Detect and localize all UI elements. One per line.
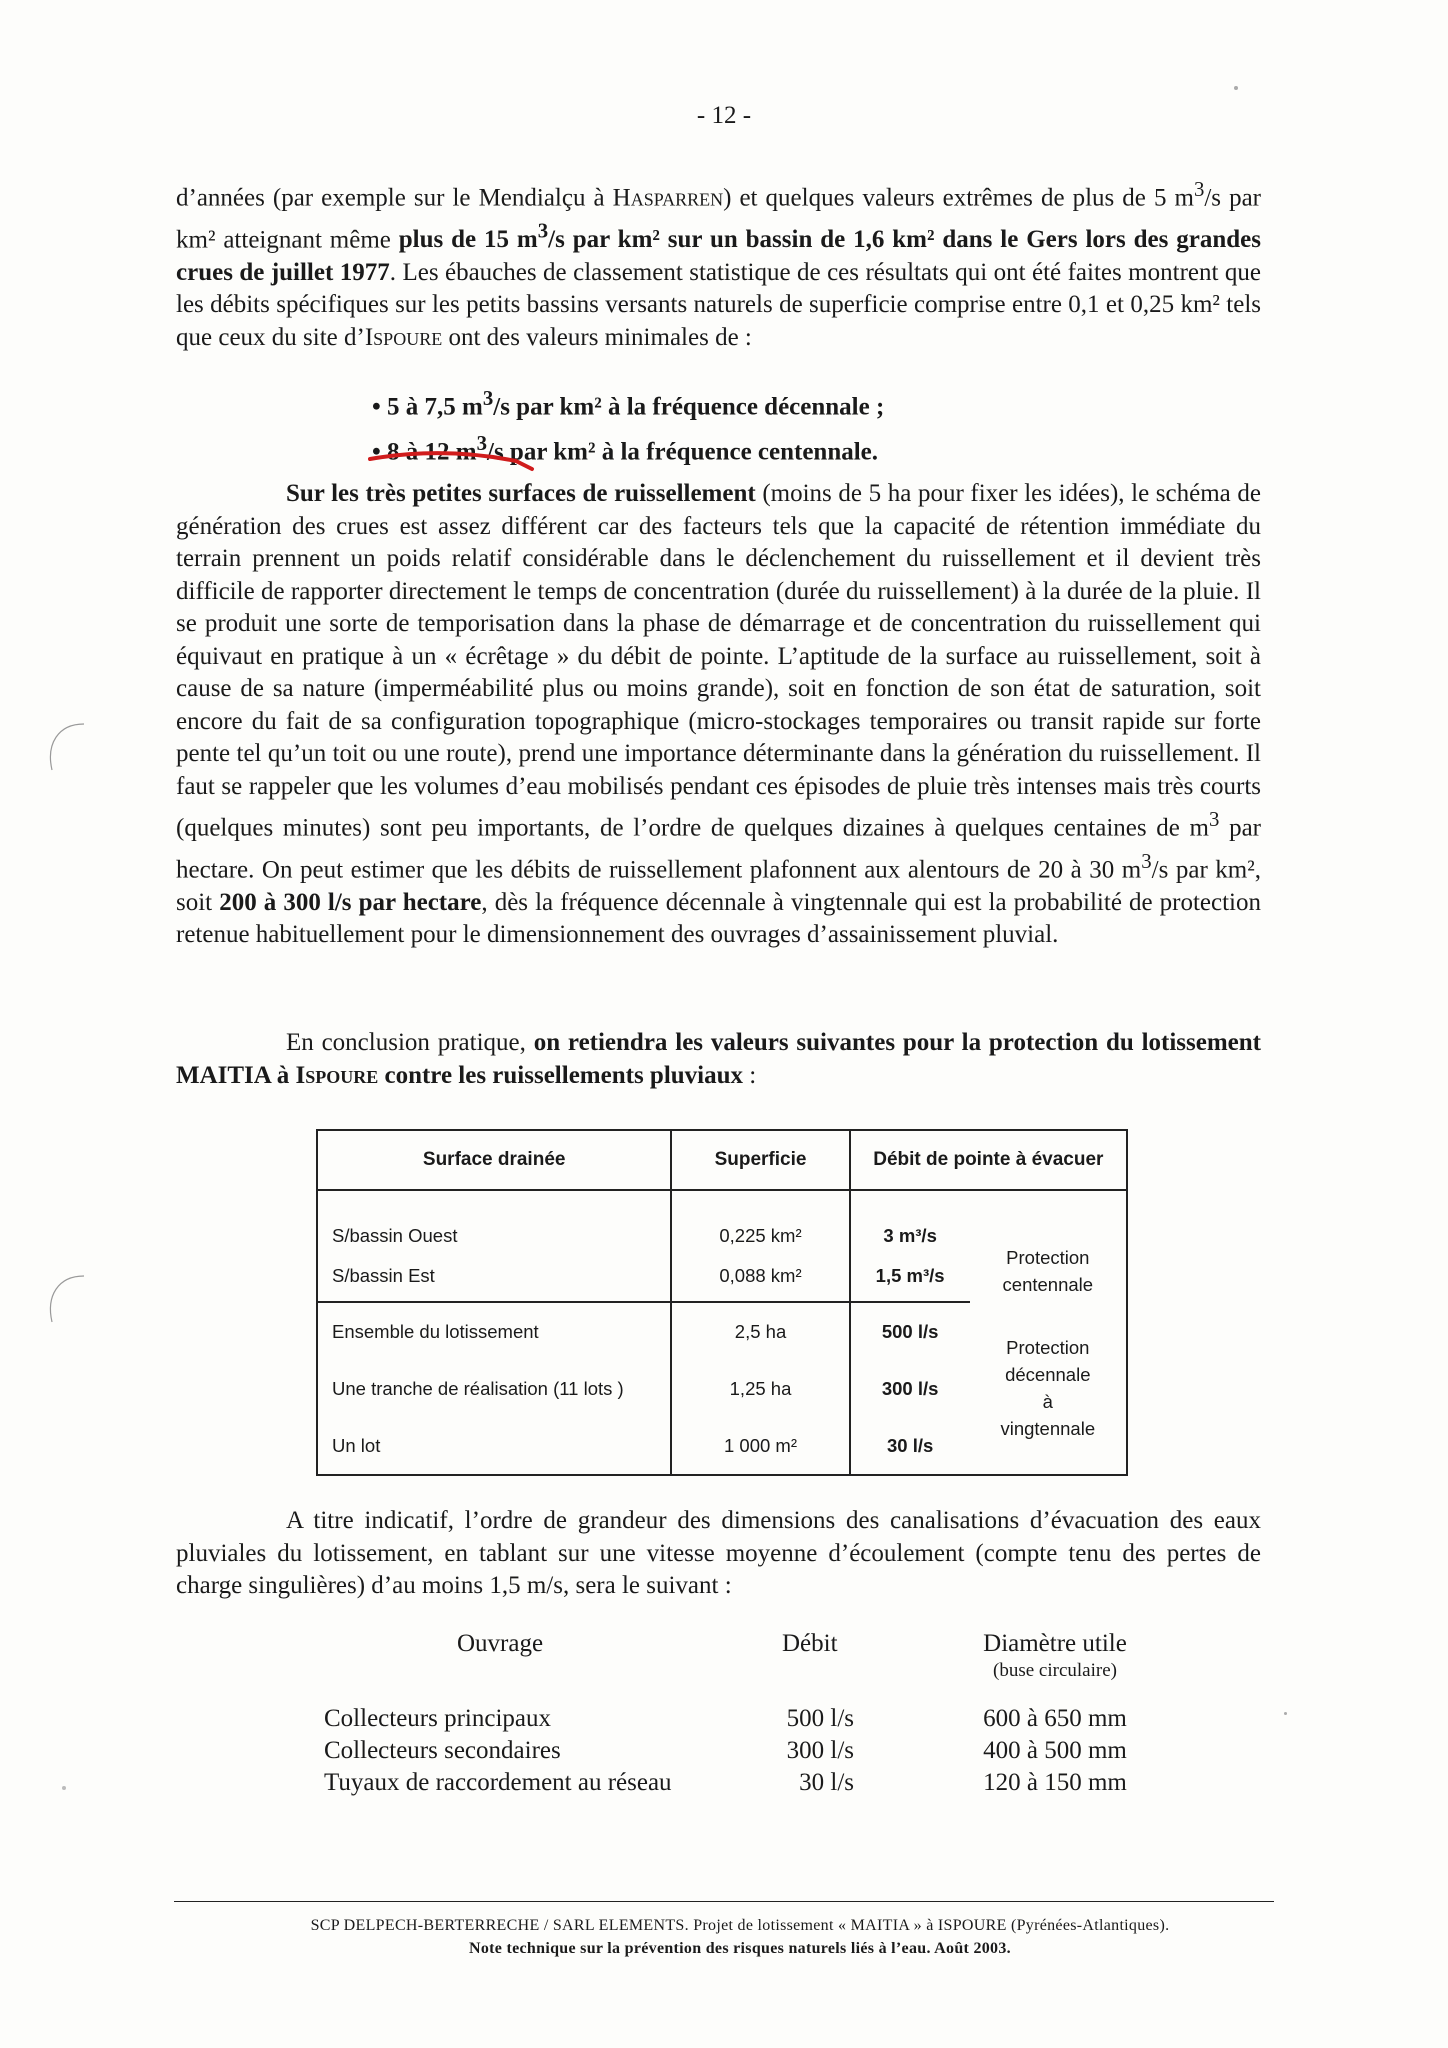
- table-row: [317, 1190, 1127, 1251]
- cell-superficie: 1 000 m²: [671, 1417, 849, 1475]
- cell-superficie: 0,225 km²: [671, 1190, 849, 1251]
- ruissellement-text-1: (moins de 5 ha pour fixer les idées), le schéma de génération des crues est assez différent car des facteurs tels que la capacité de rétention immédiate du terrain prennent un poids relatif considérable dans le déclenchement du ruissellement et il devient très difficile de rapporter directement le temps de concentration (durée du ruissellement) à la durée de la pluie. Il se produit une sorte de temporisation dans la phase de démarrage et de concentration du ruissellement qui équivaut en pratique à un « écrêtage » du débit de pointe. L’aptitude de la surface au ruissellement, soit à cause de sa nature (imperméabilité plus ou moins grande), soit en fonction de son état de saturation, soit encore du fait de sa configuration topographique (micro-stockages temporaires ou transit rapide sur forte pente tel qu’un toit ou une route), prend une importance déterminante dans la génération du ruissellement. Il faut se rappeler que les volumes d’eau mobilisés pendant ces épisodes de pluie très intenses mais très courts (quelques minutes) sont peu importants, de l’ordre de quelques dizaines à quelques centaines de m: [176, 480, 1261, 842]
- list-item: 300 l/s: [786, 1737, 854, 1764]
- intro-text-5: ont des valeurs minimales de :: [442, 323, 752, 351]
- header-surface: Surface drainée: [317, 1130, 671, 1190]
- place-ispoure-2: Ispoure: [295, 1061, 379, 1089]
- ruissellement-text-4: , dès la fréquence décennale à vingtennale qui est la probabilité de protection retenue habituellement pour le dimensionnement des ouvrages d’assainissement pluvial.: [176, 888, 1261, 949]
- list-item: 120 à 150 mm: [983, 1769, 1127, 1796]
- superscript-exponent: 3: [482, 386, 494, 410]
- bullet-1-value: • 5 à 7,5 m: [372, 393, 483, 421]
- place-ispoure: Ispoure: [364, 323, 443, 351]
- intro-bold-1: plus de 15 m: [398, 226, 538, 254]
- cell-surface: Ensemble du lotissement: [317, 1302, 671, 1360]
- list-item: 500 l/s: [786, 1705, 854, 1732]
- indicatif-paragraph: A titre indicatif, l’ordre de grandeur des dimensions des canalisations d’évacuation des eaux pluviales du lotissement, en tablant sur une vitesse moyenne d’écoulement (compte tenu des pertes de charge singulières) d’au moins 1,5 m/s, sera le suivant :: [176, 1507, 1261, 1599]
- cell-surface: Une tranche de réalisation (11 lots ): [317, 1360, 671, 1417]
- header-ouvrage: Ouvrage: [457, 1630, 544, 1657]
- bullet-2-value: • 8 à 12 m: [372, 438, 477, 466]
- list-item: Tuyaux de raccordement au réseau: [324, 1769, 672, 1796]
- bullet-decennale: [372, 380, 884, 425]
- ouvrage-column: [324, 1703, 672, 1799]
- protection-line: Protection: [1006, 1247, 1090, 1268]
- superscript-exponent: 3: [476, 431, 487, 456]
- cell-debit: 1,5 m³/s: [850, 1251, 970, 1302]
- diametre-note: (buse circulaire): [993, 1660, 1117, 1681]
- protection-line: centennale: [1002, 1274, 1094, 1295]
- conclusion-bold-2: contre les ruissellements pluviaux: [378, 1061, 744, 1089]
- conclusion-paragraph: [176, 1027, 1261, 1092]
- ruissellement-bold-1: Sur les très petites surfaces de ruissellement: [286, 480, 756, 507]
- intro-text-1: d’années (par exemple sur le Mendialçu à: [176, 184, 613, 212]
- scan-speck: [1284, 1712, 1287, 1715]
- conclusion-text-1: En conclusion pratique,: [286, 1029, 534, 1056]
- list-item: 400 à 500 mm: [983, 1737, 1127, 1764]
- cell-debit: 30 l/s: [850, 1417, 970, 1475]
- intro-text-4: . Les ébauches de classement statistique de ces résultats qui ont été faites montrent que les débits spécifiques sur les petits bassins versants naturels de superficie comprise entre 0,1 et 0,25 km² tels que ceux du site d’: [176, 258, 1261, 351]
- cell-superficie: 2,5 ha: [671, 1302, 849, 1360]
- protection-line: décennale: [1005, 1364, 1091, 1385]
- red-underline-annotation: [366, 449, 536, 473]
- superscript-exponent: 3: [1141, 848, 1152, 873]
- runoff-protection-table: [316, 1129, 1128, 1476]
- cell-protection-decennale: [970, 1302, 1127, 1475]
- punch-hole-mark: [38, 718, 88, 778]
- ruissellement-text-3: /s par km², soit: [176, 856, 1261, 916]
- place-hasparren: Hasparren: [612, 184, 724, 212]
- ruissellement-paragraph: [176, 478, 1261, 952]
- scan-speck: [62, 1786, 66, 1790]
- list-item: Collecteurs principaux: [324, 1705, 552, 1732]
- protection-line: vingtennale: [1000, 1418, 1096, 1439]
- superscript-exponent: 3: [1208, 807, 1220, 831]
- footer-divider: [174, 1901, 1274, 1902]
- superscript-exponent: 3: [537, 218, 549, 243]
- list-item: Collecteurs secondaires: [324, 1737, 561, 1764]
- cell-superficie: 1,25 ha: [671, 1360, 849, 1417]
- superscript-exponent: 3: [1193, 177, 1205, 201]
- cell-debit: 300 l/s: [850, 1360, 970, 1417]
- debit-column: [752, 1703, 854, 1799]
- cell-protection-centennale: [970, 1190, 1127, 1302]
- footer-line-1: SCP DELPECH-BERTERRECHE / SARL ELEMENTS. Projet de lotissement « MAITIA » à ISPOURE (Pyrénées-Atlantiques).: [310, 1917, 1170, 1934]
- ruissellement-bold-2: 200 à 300 l/s par hectare: [219, 888, 482, 916]
- intro-text-3: /s par km² atteignant même: [176, 184, 1261, 254]
- scan-speck: [1234, 86, 1238, 90]
- conclusion-bold-1: on retiendra les valeurs suivantes pour la protection du lotissement MAITIA à: [176, 1029, 1261, 1089]
- intro-paragraph: [176, 173, 1261, 354]
- conclusion-text-2: :: [743, 1061, 757, 1089]
- intro-bold-2: /s par km² sur un bassin de 1,6 km² dans le Gers lors des grandes crues de juillet 1977: [176, 226, 1261, 286]
- cell-surface: S/bassin Est: [317, 1251, 671, 1302]
- list-item: 600 à 650 mm: [983, 1705, 1127, 1732]
- cell-debit: 500 l/s: [850, 1302, 970, 1360]
- bullet-1-text: /s par km² à la fréquence décennale ;: [493, 393, 885, 421]
- page-number: - 12 -: [696, 102, 752, 129]
- diametre-column: [953, 1703, 1157, 1799]
- footer-line-2: Note technique sur la prévention des risques naturels liés à l’eau. Août 2003.: [469, 1940, 1011, 1957]
- table-header-row: [317, 1130, 1127, 1190]
- cell-surface: Un lot: [317, 1417, 671, 1475]
- header-superficie: Superficie: [671, 1130, 849, 1190]
- protection-line: à: [1042, 1391, 1053, 1412]
- cell-debit: 3 m³/s: [850, 1190, 970, 1251]
- ruissellement-text-2: par hectare. On peut estimer que les débits de ruissellement plafonnent aux alentours de 20 à 30 m: [176, 814, 1261, 884]
- header-debit-ouvrage: Débit: [782, 1630, 838, 1657]
- cell-surface: S/bassin Ouest: [317, 1190, 671, 1251]
- table-row: [317, 1302, 1127, 1360]
- protection-line: Protection: [1006, 1337, 1090, 1358]
- diametre-label: Diamètre utile: [983, 1630, 1127, 1657]
- cell-superficie: 0,088 km²: [671, 1251, 849, 1302]
- list-item: 30 l/s: [799, 1769, 854, 1796]
- header-debit: Débit de pointe à évacuer: [850, 1130, 1127, 1190]
- bullet-2-text: /s par km² à la fréquence centennale.: [487, 438, 879, 466]
- header-diametre: [953, 1630, 1157, 1682]
- punch-hole-mark: [38, 1270, 88, 1330]
- intro-text-2: ) et quelques valeurs extrêmes de plus de 5 m: [723, 184, 1194, 212]
